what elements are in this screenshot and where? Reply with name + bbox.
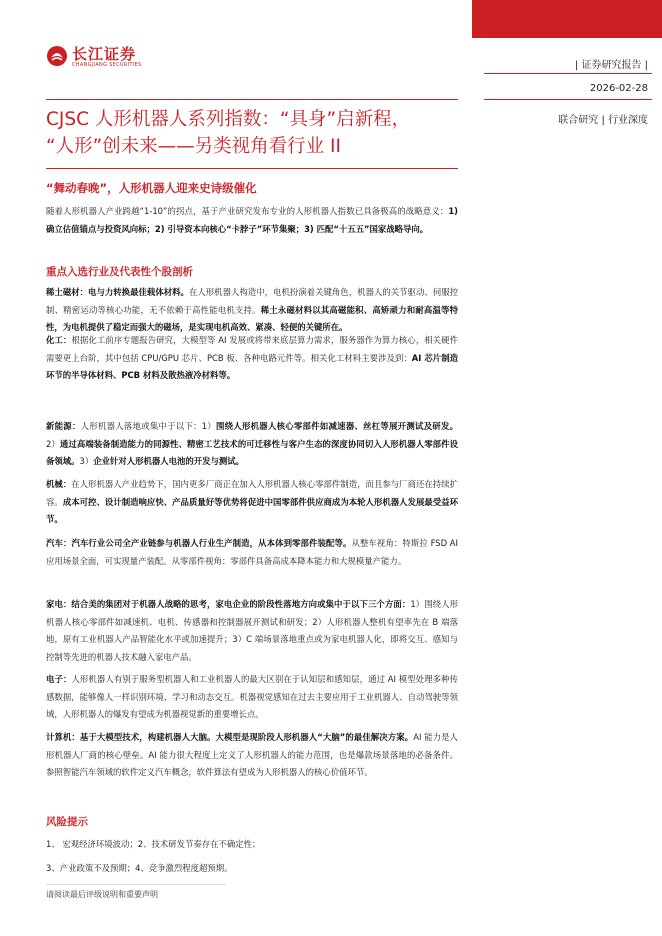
brand-name-en: CHANGJIANG SECURITIES [72, 62, 142, 68]
intro-text: 随着人形机器人产业跨越“1-10”的拐点，基于产业研究发布专业的人形机器人指数已具备极高的战略意义： [46, 206, 449, 216]
label-appliance: 家电：结合美的集团对于机器人战略的思考，家电企业的阶段性落地方向或集中于以下三个方面： [46, 599, 411, 609]
label-new-energy: 新能源： [46, 421, 81, 431]
text-new-energy-2: 2） [46, 438, 60, 449]
bold-chemical: AI 芯片制造环节的半导体材料、PCB 材料及散热液冷材料等。 [46, 352, 458, 381]
label-rare-earth: 稀土磁材：电与力转换最佳载体材料。 [46, 287, 189, 297]
report-category: 联合研究 | 行业深度 [558, 115, 648, 126]
text-chemical: 根据化工前序专题报告研究，大模型等 AI 发展或将带来底层算力需求，服务器作为算力核心，相关硬件需要更上台阶，其中包括 CPU/GPU 芯片、PCB 板、各种电路元件等。相关化工材料主要涉及到： [46, 335, 458, 363]
section-heading-key-industries: 重点入选行业及代表性个股剖析 [46, 266, 193, 278]
paragraph-computer [46, 729, 458, 782]
sidebar-divider [484, 73, 652, 74]
text-electronics: 人形机器人有别于服务型机器人和工业机器人的最大区别在于认知层和感知层，通过 AI 模型处理多种传感数据，能够像人一样识别环境、学习和动态交互。机器视觉感知在过去主要应用于工业机器人、自动驾驶等领域，人形机器人的爆发有望成为机器视觉新的重要增长点。 [46, 674, 458, 720]
label-electronics: 电子： [46, 674, 72, 684]
text-rare-earth: 在人形机器人构造中，电机扮演着关键角色，机器人的关节驱动、伺服控制、精密运动等核心功能，无不依赖于高性能电机支持。 [46, 287, 459, 315]
brand-logo [46, 41, 166, 77]
sidebar-divider [484, 99, 652, 100]
bold-new-energy-2: 通过高端装备制造能力的同源性、精密工艺技术的可迁移性与客户生态的深度协同切入人形机器人零部件设备领域。 [46, 438, 458, 467]
paragraph-appliance [46, 596, 458, 666]
paragraph-electronics [46, 671, 458, 724]
bold-new-energy-1: 围绕人形机器人核心零部件如减速器、丝杠等展开测试及研发。 [216, 421, 459, 431]
risk-line-2: 3、产业政策不及预期；4、竞争激烈程度超预期。 [46, 863, 233, 873]
label-machinery: 机械： [46, 479, 72, 489]
paragraph-new-energy [46, 418, 458, 471]
title-bottom-rule [46, 168, 458, 169]
risk-line-1: 1、 宏观经济环境波动；2、技术研发节奏存在不确定性； [46, 839, 261, 849]
bold-rare-earth: 稀土永磁材料以其高磁能积、高矫顽力和耐高温等特性，为电机提供了稳定而强大的磁场，是实现电机高效、紧凑、轻便的关键所在。 [46, 304, 459, 333]
text-new-energy-1: 人形机器人落地或集中于以下：1） [80, 421, 217, 431]
paragraph-chemical [46, 332, 458, 385]
report-date: 2026-02-28 [589, 83, 648, 94]
paragraph-machinery [46, 476, 458, 529]
report-title [46, 106, 470, 160]
paragraph-auto [46, 535, 458, 570]
label-computer: 计算机：基于大模型技术，构建机器人大脑。大模型是现阶段人形机器人“大脑”的最佳解决方案。 [46, 732, 414, 742]
risk-heading: 风险提示 [46, 816, 88, 828]
text-machinery: 在人形机器人产业趋势下，国内更多厂商正在加入人形机器人核心零部件制造，而且参与厂商还在持续扩容。 [46, 479, 459, 507]
sidebar-top-bar [472, 0, 662, 38]
report-type: | 证券研究报告 | [574, 60, 648, 71]
brand-emblem-icon [46, 45, 68, 67]
paragraph-rare-earth [46, 284, 458, 337]
subtitle: “舞动春晚”，人形机器人迎来史诗级催化 [46, 181, 257, 195]
sidebar [472, 0, 662, 936]
intro-paragraph [46, 203, 458, 238]
title-line-2: “人形”创未来——另类视角看行业 II [46, 136, 341, 157]
text-new-energy-3: 3） [79, 456, 94, 467]
text-auto: 从整车视角：特斯拉 FSD AI 应用场景全面，可实现量产装配。从零部件视角：零部件具备高成本降本能力和大规模量产能力。 [46, 538, 458, 566]
intro-bold: 1) 确立估值锚点与投资风向标；2) 引导资本向核心“卡脖子”环节集聚；3) 匹配“十五五”国家战略导向。 [46, 206, 458, 234]
label-auto: 汽车：汽车行业公司全产业链参与机器人行业生产制造，从本体到零部件装配等。 [46, 538, 352, 548]
label-chemical: 化工： [46, 335, 72, 345]
bold-machinery: 成本可控、设计制造响应快、产品质量好等优势将促进中国零部件供应商成为本轮人形机器人发展最受益环节。 [46, 496, 459, 525]
bold-new-energy-3: 企业针对人形机器人电池的开发与测试。 [93, 456, 244, 467]
footer-rule [46, 884, 226, 885]
title-line-1: CJSC 人形机器人系列指数：“具身”启新程， [46, 109, 411, 130]
brand-name: 长江证券 [72, 45, 137, 63]
text-appliance: 1）围绕人形机器人核心零部件如减速机、电机、传感器和控制器展开测试和研发；2）人形机器人整机有望率先在 B 端落地，原有工业机器人产品智能化水平或加速提升；3）C 端场景落地重点或为家电机器人化，即将交互、感知与控制等先进的机器人技术融入家电产品。 [46, 599, 459, 662]
title-top-rule [46, 99, 458, 100]
text-computer: AI 能力是人形机器人厂商的核心壁垒。AI 能力很大程度上定义了人形机器人的能力范围，也是爆款场景落地的必备条件。参照智能汽车领域的软件定义汽车概念，软件算法有望成为人形机器人的核心价值环节。 [46, 732, 458, 778]
footer-disclaimer: 请阅读最后评级说明和重要声明 [46, 890, 158, 899]
